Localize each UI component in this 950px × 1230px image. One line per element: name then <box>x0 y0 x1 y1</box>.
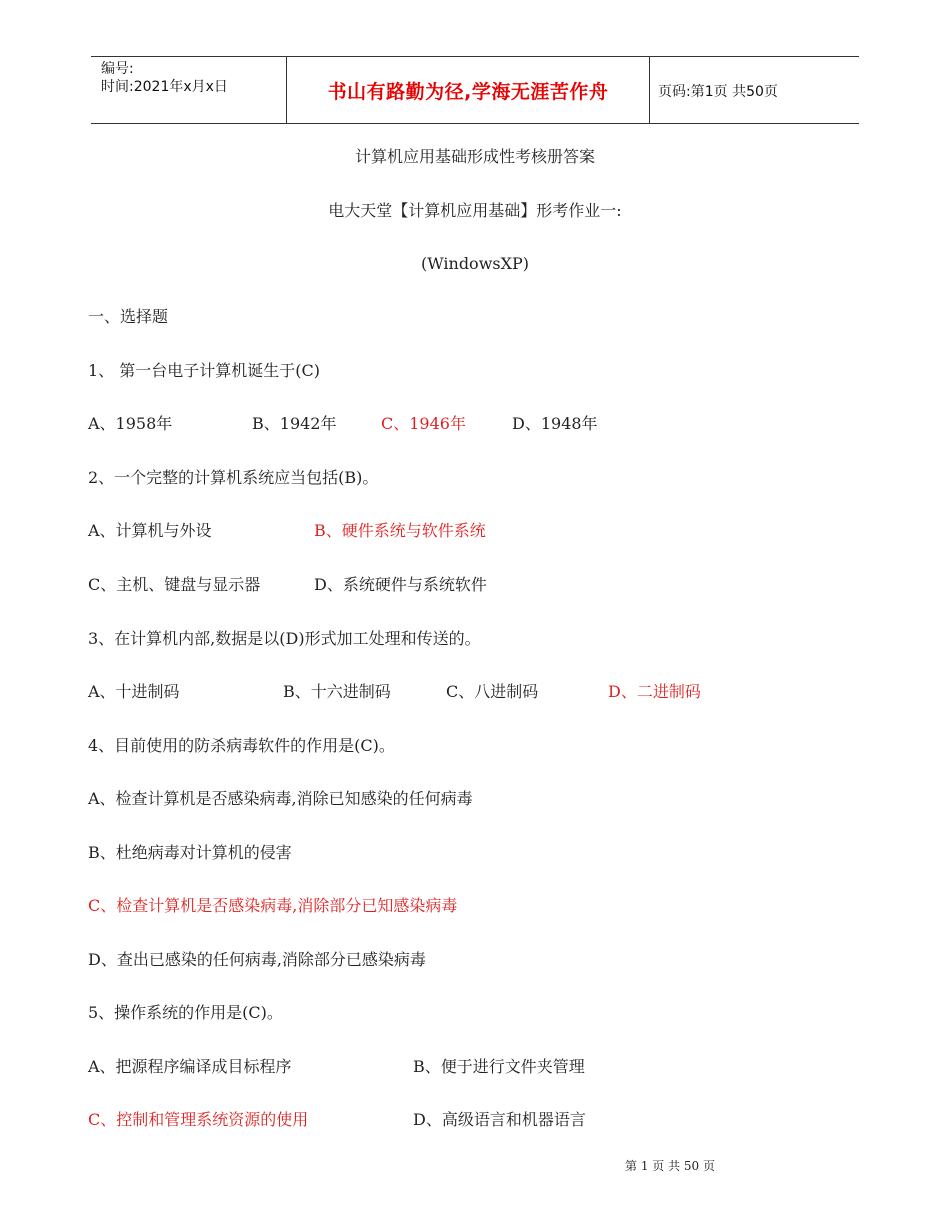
number-label: 编号: <box>101 61 134 77</box>
option-b-answer: B、硬件系统与软件系统 <box>314 521 486 540</box>
question-4-option-b: B、杜绝病毒对计算机的侵害 <box>88 843 292 862</box>
header-meta <box>101 60 228 96</box>
question-4-option-d: D、查出已感染的任何病毒,消除部分已感染病毒 <box>88 950 426 969</box>
page-footer: 第 1 页 共 50 页 <box>625 1159 715 1173</box>
question-4-option-c-answer: C、检查计算机是否感染病毒,消除部分已知感染病毒 <box>88 896 458 915</box>
time-label: 时间:2021年x月x日 <box>101 79 228 95</box>
header-motto: 书山有路勤为径,学海无涯苦作舟 <box>327 81 609 103</box>
question-5: 5、操作系统的作用是(C)。 <box>88 1003 283 1022</box>
option-d: D、1948年 <box>512 414 598 433</box>
option-c: C、主机、键盘与显示器 <box>88 575 261 594</box>
header-page-label: 页码:第1页 共50页 <box>658 84 778 100</box>
doc-subtitle-os: (WindowsXP) <box>420 254 529 273</box>
question-3: 3、在计算机内部,数据是以(D)形式加工处理和传送的。 <box>88 629 481 648</box>
question-4: 4、目前使用的防杀病毒软件的作用是(C)。 <box>88 736 395 755</box>
option-a: A、1958年 <box>88 414 173 433</box>
question-1: 1、 第一台电子计算机诞生于(C) <box>88 361 320 380</box>
header-divider <box>649 57 650 123</box>
doc-title: 计算机应用基础形成性考核册答案 <box>354 147 595 166</box>
option-d: D、高级语言和机器语言 <box>413 1110 586 1129</box>
option-b: B、1942年 <box>252 414 337 433</box>
question-4-option-a: A、检查计算机是否感染病毒,消除已知感染的任何病毒 <box>88 789 473 808</box>
document-header <box>91 56 859 124</box>
question-2: 2、一个完整的计算机系统应当包括(B)。 <box>88 468 379 487</box>
option-c-answer: C、控制和管理系统资源的使用 <box>88 1110 309 1129</box>
doc-subtitle: 电大天堂【计算机应用基础】形考作业一: <box>328 201 622 220</box>
option-c: C、八进制码 <box>446 682 539 701</box>
option-a: A、把源程序编译成目标程序 <box>88 1057 292 1076</box>
option-d-answer: D、二进制码 <box>608 682 701 701</box>
option-a: A、计算机与外设 <box>88 521 212 540</box>
option-a: A、十进制码 <box>88 682 180 701</box>
section-heading: 一、选择题 <box>88 307 169 326</box>
option-b: B、便于进行文件夹管理 <box>413 1057 585 1076</box>
option-b: B、十六进制码 <box>283 682 391 701</box>
option-c-answer: C、1946年 <box>381 414 466 433</box>
option-d: D、系统硬件与系统软件 <box>314 575 487 594</box>
